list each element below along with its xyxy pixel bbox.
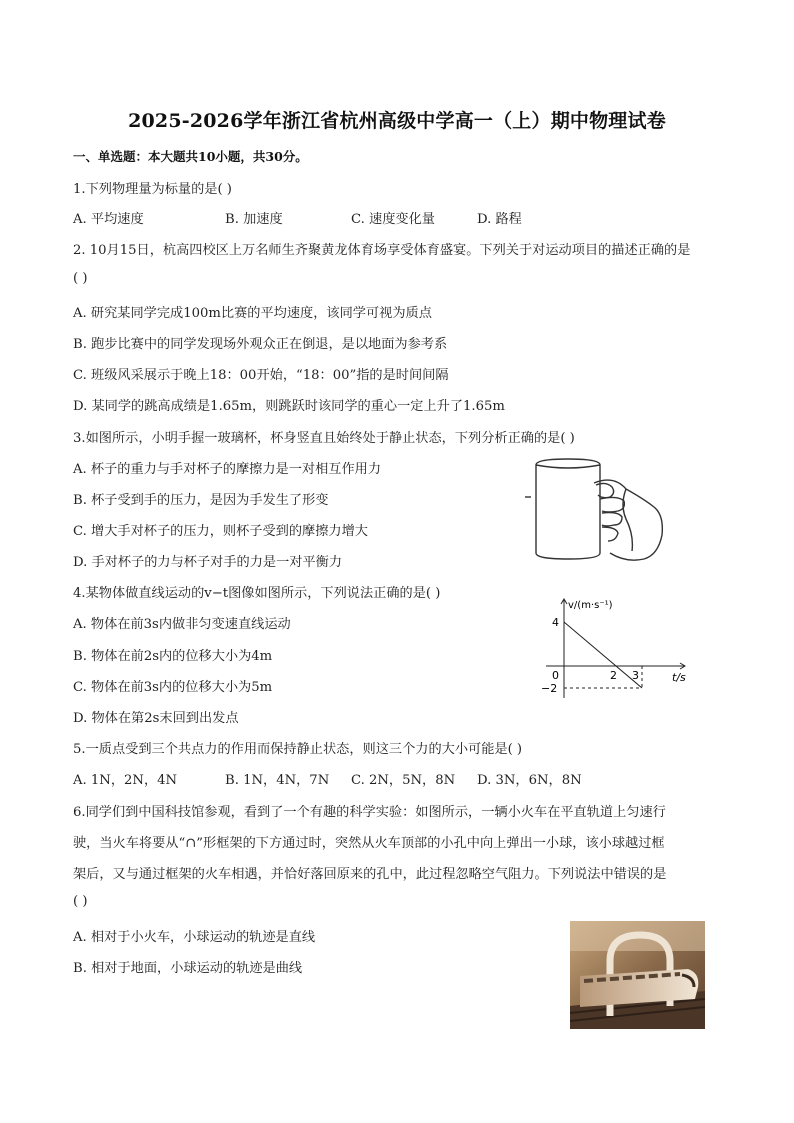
q2-option-d: D. 某同学的跳高成绩是1.65m，则跳跃时该同学的重心一定上升了1.65m: [73, 399, 505, 414]
q3-option-a: A. 杯子的重力与手对杯子的摩擦力是一对相互作用力: [73, 462, 382, 477]
graph-tick-4: 4: [552, 616, 559, 629]
q2-option-b: B. 跑步比赛中的同学发现场外观众正在倒退，是以地面为参考系: [73, 337, 448, 352]
q6-stem-line3: 架后，又与通过框架的火车相遇，并恰好落回原来的孔中，此过程忽略空气阻力。下列说法中错误的是: [73, 867, 667, 882]
q1-options: [73, 208, 522, 227]
q1-option-d: D. 路程: [477, 212, 522, 227]
q5-option-b: B. 1N，4N，7N: [225, 773, 330, 788]
q3-stem: 3.如图所示，小明手握一玻璃杯，杯身竖直且始终处于静止状态，下列分析正确的是( ): [73, 431, 575, 446]
q5-options: [73, 769, 582, 788]
train-arch-photo: [570, 921, 705, 1029]
q4-stem: 4.某物体做直线运动的v−t图像如图所示，下列说法正确的是( ): [73, 586, 441, 601]
q1-option-a: A. 平均速度: [73, 212, 144, 227]
velocity-line: [564, 622, 642, 688]
q1-option-c: C. 速度变化量: [351, 212, 435, 227]
q4-option-c: C. 物体在前3s内的位移大小为5m: [73, 680, 273, 695]
q5-option-d: D. 3N，6N，8N: [477, 773, 582, 788]
q3-option-d: D. 手对杯子的力与杯子对手的力是一对平衡力: [73, 555, 343, 570]
q4-option-a: A. 物体在前3s内做非匀变速直线运动: [73, 617, 291, 632]
section-heading: 一、单选题：本大题共10小题，共30分。: [73, 149, 308, 164]
graph-tick-minus-2: −2: [541, 682, 558, 695]
q1-stem: 1.下列物理量为标量的是( ): [73, 182, 232, 197]
q6-stem-line1: 6.同学们到中国科技馆参观，看到了一个有趣的科学实验：如图所示，一辆小火车在平直轨道上匀速行: [73, 805, 666, 820]
graph-tick-3: 3: [632, 669, 639, 682]
q6-stem-line4: ( ): [73, 894, 88, 909]
graph-origin: 0: [552, 669, 559, 682]
q2-stem-line2: ( ): [73, 271, 88, 286]
q6-option-a: A. 相对于小火车，小球运动的轨迹是直线: [73, 930, 316, 945]
exam-title: 2025-2026学年浙江省杭州高级中学高一（上）期中物理试卷: [128, 110, 666, 132]
q2-stem-line1: 2. 10月15日，杭高四校区上万名师生齐聚黄龙体育场享受体育盛宴。下列关于对运动项目的描述正确的是: [73, 243, 691, 258]
q5-stem: 5.一质点受到三个共点力的作用而保持静止状态，则这三个力的大小可能是( ): [73, 742, 523, 757]
q5-option-c: C. 2N，5N，8N: [351, 773, 456, 788]
q2-option-a: A. 研究某同学完成100m比赛的平均速度，该同学可视为质点: [73, 306, 432, 321]
q4-option-b: B. 物体在前2s内的位移大小为4m: [73, 649, 273, 664]
v-t-graph: [532, 596, 700, 706]
graph-tick-2: 2: [610, 669, 617, 682]
q4-option-d: D. 物体在第2s末回到出发点: [73, 711, 239, 726]
q3-option-c: C. 增大手对杯子的压力，则杯子受到的摩擦力增大: [73, 524, 368, 539]
q6-option-b: B. 相对于地面，小球运动的轨迹是曲线: [73, 961, 303, 976]
hand-holding-cup-figure: [522, 455, 672, 565]
q5-option-a: A. 1N，2N，4N: [73, 773, 178, 788]
q6-stem-line2: 驶，当火车将要从“∩”形框架的下方通过时，突然从火车顶部的小孔中向上弹出一小球，该小球越过框: [73, 836, 665, 851]
q1-option-b: B. 加速度: [225, 212, 283, 227]
q3-option-b: B. 杯子受到手的压力，是因为手发生了形变: [73, 493, 329, 508]
graph-xlabel: t/s: [672, 671, 686, 684]
q2-option-c: C. 班级风采展示于晚上18：00开始，“18：00”指的是时间间隔: [73, 368, 449, 383]
graph-ylabel: v/(m·s⁻¹): [568, 600, 613, 611]
